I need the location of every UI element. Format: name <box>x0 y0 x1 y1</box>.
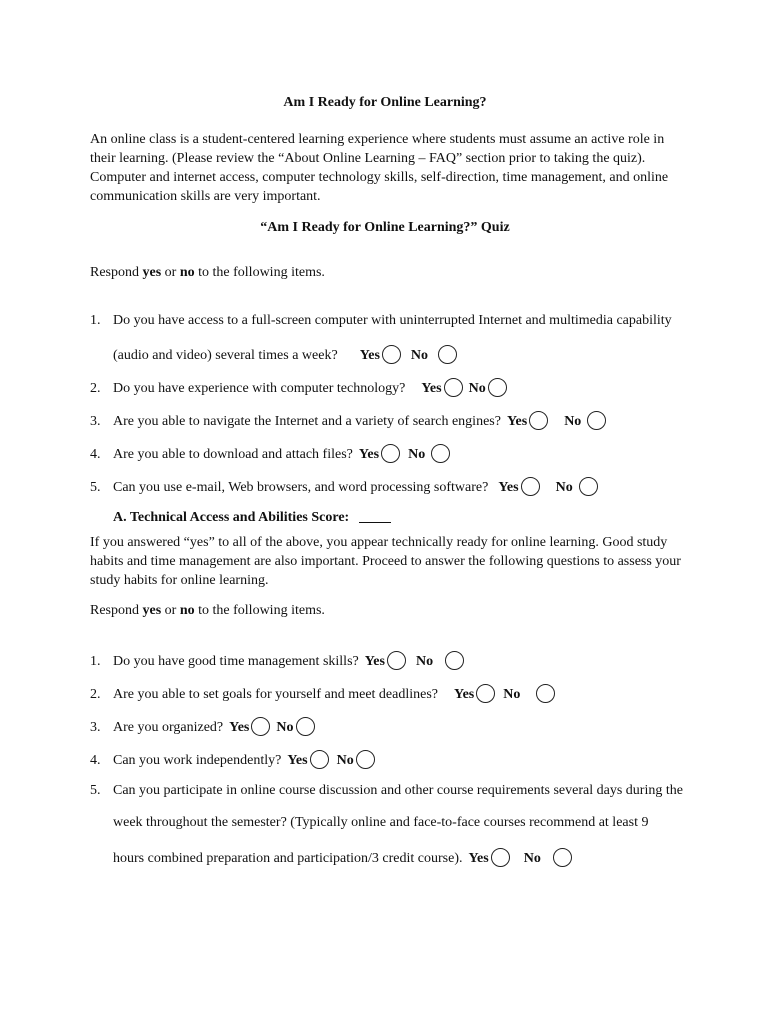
q2-1-no-radio[interactable] <box>445 651 464 670</box>
score-blank[interactable] <box>359 522 391 523</box>
respond-instruction-2: Respond yes or no to the following items. <box>90 603 325 618</box>
q1-4-yes-radio[interactable] <box>381 444 400 463</box>
q2-1-yes-radio[interactable] <box>387 651 406 670</box>
transition-paragraph: If you answered “yes” to all of the above, you appear technically ready for online learning. Good study habits and time management are also important. Proceed to answer the following questions to assess your study habits for online learning. <box>90 535 681 588</box>
question-2-1: 1. Do you have good time management skills? Yes No <box>90 651 468 670</box>
q1-1-yes-radio[interactable] <box>382 345 401 364</box>
q1-4-no-radio[interactable] <box>431 444 450 463</box>
intro-paragraph: An online class is a student-centered learning experience where students must assume an active role in their learning. (Please review the “About Online Learning – FAQ” section prior to taking the quiz). Computer and internet access, computer technology skills, self-direction, time management, and online communication skills are very important. <box>90 132 669 204</box>
question-2-3: 3. Are you organized? Yes No <box>90 717 319 736</box>
q2-2-no-radio[interactable] <box>536 684 555 703</box>
q1-5-no-radio[interactable] <box>579 477 598 496</box>
respond-instruction: Respond yes or no to the following items. <box>90 265 325 280</box>
q1-2-yes-radio[interactable] <box>444 378 463 397</box>
q2-3-yes-radio[interactable] <box>251 717 270 736</box>
q2-4-no-radio[interactable] <box>356 750 375 769</box>
q2-5-no-radio[interactable] <box>553 848 572 867</box>
q2-5-yes-radio[interactable] <box>491 848 510 867</box>
question-1-2: 2. Do you have experience with computer technology? Yes No <box>90 378 511 397</box>
question-1-3: 3. Are you able to navigate the Internet and a variety of search engines? Yes No <box>90 411 610 430</box>
q1-5-yes-radio[interactable] <box>521 477 540 496</box>
q1-3-yes-radio[interactable] <box>529 411 548 430</box>
q1-1-no-radio[interactable] <box>438 345 457 364</box>
question-2-2: 2. Are you able to set goals for yourself and meet deadlines? Yes No <box>90 684 559 703</box>
question-2-5: 5. Can you participate in online course discussion and other course requirements several days during the <box>90 783 683 798</box>
question-1-1: 1. Do you have access to a full-screen computer with uninterrupted Internet and multimedia capability <box>90 313 672 328</box>
quiz-title: “Am I Ready for Online Learning?” Quiz <box>260 220 510 235</box>
q2-3-no-radio[interactable] <box>296 717 315 736</box>
question-2-4: 4. Can you work independently? Yes No <box>90 750 379 769</box>
q1-3-no-radio[interactable] <box>587 411 606 430</box>
section-a-score: A. Technical Access and Abilities Score: <box>113 510 391 526</box>
question-2-5-cont-1: week throughout the semester? (Typically online and face-to-face courses recommend at least 9 <box>113 815 649 830</box>
q1-2-no-radio[interactable] <box>488 378 507 397</box>
q2-2-yes-radio[interactable] <box>476 684 495 703</box>
question-2-5-cont-2: hours combined preparation and participation/3 credit course). Yes No <box>113 848 576 867</box>
question-1-4: 4. Are you able to download and attach files? Yes No <box>90 444 454 463</box>
question-1-5: 5. Can you use e-mail, Web browsers, and word processing software? Yes No <box>90 477 602 496</box>
q2-4-yes-radio[interactable] <box>310 750 329 769</box>
document-title: Am I Ready for Online Learning? <box>283 95 487 110</box>
question-1-1-cont: (audio and video) several times a week? Yes No <box>113 345 461 364</box>
